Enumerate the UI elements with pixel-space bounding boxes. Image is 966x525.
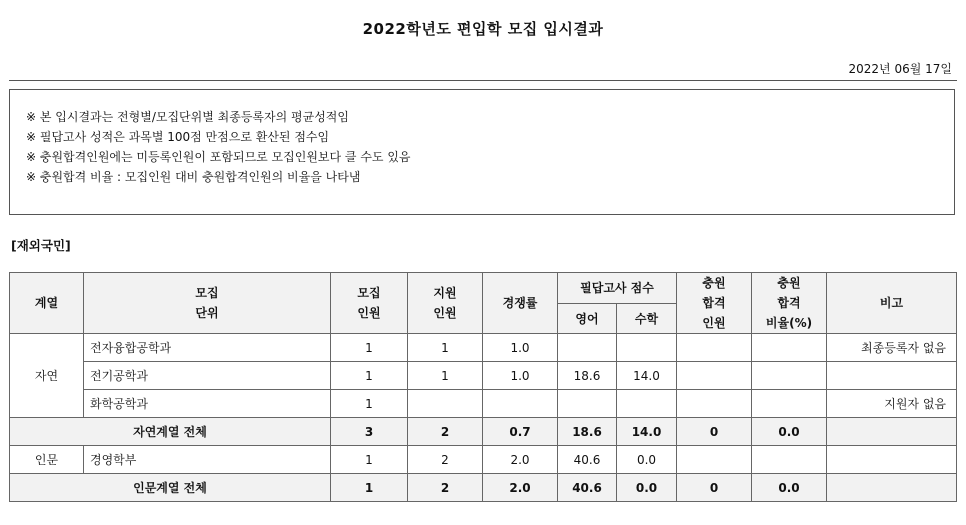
header-remark: 비고 xyxy=(827,273,957,334)
ratio-cell: 2.0 xyxy=(483,446,558,474)
header-extra-rate xyxy=(752,273,827,334)
quota-cell: 1 xyxy=(331,390,408,418)
unit-cell: 전자융합공학과 xyxy=(84,334,331,362)
header-math: 수학 xyxy=(617,304,677,334)
applicants-cell: 1 xyxy=(408,334,483,362)
header-row xyxy=(10,273,957,304)
total-ratio: 0.7 xyxy=(483,418,558,446)
header-extra-line2: 합격 xyxy=(702,296,726,310)
header-extra-line3: 인원 xyxy=(702,316,726,330)
note-3: ※ 충원합격인원에는 미등록인원이 포함되므로 모집인원보다 클 수도 있음 xyxy=(26,150,411,164)
table-row xyxy=(10,334,957,362)
header-ratio: 경쟁률 xyxy=(483,273,558,334)
applicants-cell xyxy=(408,390,483,418)
total-math: 14.0 xyxy=(617,418,677,446)
note-4: ※ 충원합격 비율 : 모집인원 대비 충원합격인원의 비율을 나타냄 xyxy=(26,170,361,184)
ratio-cell xyxy=(483,390,558,418)
total-quota: 3 xyxy=(331,418,408,446)
extra-rate-cell xyxy=(752,334,827,362)
header-extra-rate-line2: 합격 xyxy=(777,296,801,310)
total-math: 0.0 xyxy=(617,474,677,502)
page-title: 2022학년도 편입학 모집 입시결과 xyxy=(362,20,604,38)
total-label: 인문계열 전체 xyxy=(10,474,331,502)
note-1: ※ 본 입시결과는 전형별/모집단위별 최종등록자의 평균성적임 xyxy=(26,110,349,124)
header-extra-rate-line1: 충원 xyxy=(777,276,801,290)
note-2: ※ 필답고사 성적은 과목별 100점 만점으로 환산된 점수임 xyxy=(26,130,330,144)
header-applicants-line2: 인원 xyxy=(433,306,457,320)
extra-rate-cell xyxy=(752,390,827,418)
remark-cell: 지원자 없음 xyxy=(827,390,957,418)
header-exam: 필답고사 점수 xyxy=(558,273,677,304)
table-row xyxy=(10,446,957,474)
header-extra xyxy=(677,273,752,334)
header-field: 계열 xyxy=(10,273,84,334)
notes-box xyxy=(9,89,955,215)
total-english: 18.6 xyxy=(558,418,617,446)
math-cell: 0.0 xyxy=(617,446,677,474)
table-row xyxy=(10,362,957,390)
quota-cell: 1 xyxy=(331,334,408,362)
total-applicants: 2 xyxy=(408,418,483,446)
total-remark xyxy=(827,474,957,502)
extra-cell xyxy=(677,446,752,474)
applicants-cell: 2 xyxy=(408,446,483,474)
total-row-natural xyxy=(10,418,957,446)
unit-cell: 전기공학과 xyxy=(84,362,331,390)
english-cell xyxy=(558,390,617,418)
total-extra: 0 xyxy=(677,474,752,502)
header-unit-line2: 단위 xyxy=(195,306,219,320)
field-humanities: 인문 xyxy=(10,446,84,474)
english-cell xyxy=(558,334,617,362)
unit-cell: 화학공학과 xyxy=(84,390,331,418)
unit-cell: 경영학부 xyxy=(84,446,331,474)
field-natural: 자연 xyxy=(10,334,84,418)
header-quota xyxy=(331,273,408,334)
math-cell: 14.0 xyxy=(617,362,677,390)
english-cell: 18.6 xyxy=(558,362,617,390)
quota-cell: 1 xyxy=(331,362,408,390)
remark-cell: 최종등록자 없음 xyxy=(827,334,957,362)
header-unit-line1: 모집 xyxy=(195,286,219,300)
header-applicants-line1: 지원 xyxy=(433,286,457,300)
extra-cell xyxy=(677,390,752,418)
remark-cell xyxy=(827,446,957,474)
ratio-cell: 1.0 xyxy=(483,334,558,362)
header-english: 영어 xyxy=(558,304,617,334)
total-remark xyxy=(827,418,957,446)
table-row xyxy=(10,390,957,418)
ratio-cell: 1.0 xyxy=(483,362,558,390)
extra-cell xyxy=(677,362,752,390)
header-quota-line2: 인원 xyxy=(357,306,381,320)
quota-cell: 1 xyxy=(331,446,408,474)
report-date: 2022년 06월 17일 xyxy=(848,62,952,76)
total-extra: 0 xyxy=(677,418,752,446)
header-applicants xyxy=(408,273,483,334)
extra-rate-cell xyxy=(752,446,827,474)
extra-rate-cell xyxy=(752,362,827,390)
header-divider xyxy=(9,80,957,81)
total-english: 40.6 xyxy=(558,474,617,502)
total-ratio: 2.0 xyxy=(483,474,558,502)
header-extra-rate-line3: 비율(%) xyxy=(765,316,813,330)
results-table xyxy=(9,272,957,502)
section-title: [재외국민] xyxy=(11,238,71,253)
math-cell xyxy=(617,334,677,362)
remark-cell xyxy=(827,362,957,390)
total-quota: 1 xyxy=(331,474,408,502)
english-cell: 40.6 xyxy=(558,446,617,474)
extra-cell xyxy=(677,334,752,362)
applicants-cell: 1 xyxy=(408,362,483,390)
math-cell xyxy=(617,390,677,418)
total-extra-rate: 0.0 xyxy=(752,474,827,502)
header-quota-line1: 모집 xyxy=(357,286,381,300)
header-extra-line1: 충원 xyxy=(702,276,726,290)
total-row-humanities xyxy=(10,474,957,502)
total-applicants: 2 xyxy=(408,474,483,502)
total-label: 자연계열 전체 xyxy=(10,418,331,446)
header-unit xyxy=(84,273,331,334)
total-extra-rate: 0.0 xyxy=(752,418,827,446)
